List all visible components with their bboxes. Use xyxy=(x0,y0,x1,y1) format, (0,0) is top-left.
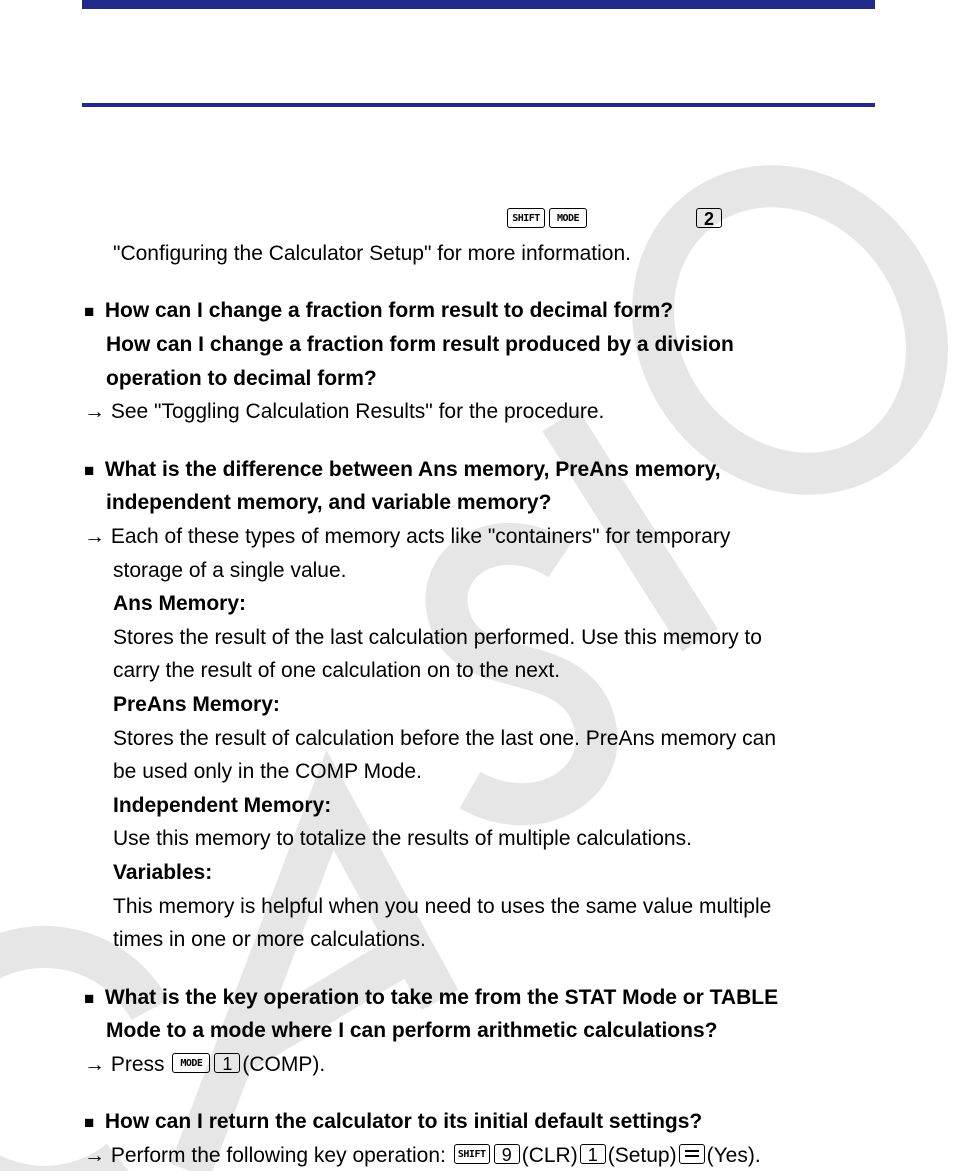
bullet-square-icon: ■ xyxy=(84,302,95,321)
setup-key-sequence xyxy=(505,207,589,233)
equals-key-icon xyxy=(679,1144,705,1164)
header-bottom-rule xyxy=(82,103,875,107)
header-top-rule xyxy=(82,0,875,9)
arrow-right-icon: → xyxy=(84,1053,105,1076)
faq-question: ■ What is the key operation to take me from the STAT Mode or TABLE xyxy=(84,985,778,1012)
faq-answer: → See "Toggling Calculation Results" for the procedure. xyxy=(84,400,605,423)
arrow-right-icon: → xyxy=(84,400,105,423)
bullet-square-icon: ■ xyxy=(84,1113,95,1132)
mode-key-icon: MODE xyxy=(549,208,587,228)
nine-key-icon: 9 xyxy=(494,1144,520,1164)
arrow-right-icon: → xyxy=(84,525,105,548)
ans-memory-heading: Ans Memory: xyxy=(113,592,247,615)
shift-key-icon: SHIFT xyxy=(454,1144,490,1164)
one-key-icon: 1 xyxy=(580,1144,606,1164)
variables-heading: Variables: xyxy=(113,861,213,884)
preans-memory-heading: PreAns Memory: xyxy=(113,693,280,716)
arrow-right-icon: → xyxy=(84,1144,105,1167)
faq-answer: → Perform the following key operation: SHIFT 9 (CLR) 1 (Setup) (Yes). xyxy=(84,1144,761,1167)
shift-key-icon: SHIFT xyxy=(507,208,545,228)
faq-question: ■ How can I return the calculator to its initial default settings? xyxy=(84,1109,702,1136)
faq-question: ■ What is the difference between Ans memory, PreAns memory, xyxy=(84,457,721,484)
faq-answer: → Press MODE 1 (COMP). xyxy=(84,1053,326,1076)
two-key-icon: 2 xyxy=(696,208,722,228)
bullet-square-icon: ■ xyxy=(84,461,95,480)
faq-question: ■ How can I change a fraction form result to decimal form? xyxy=(84,298,673,325)
one-key-icon: 1 xyxy=(214,1053,240,1073)
independent-memory-heading: Independent Memory: xyxy=(113,794,332,817)
setup-reference: "Configuring the Calculator Setup" for more information. xyxy=(113,242,631,265)
bullet-square-icon: ■ xyxy=(84,989,95,1008)
mode-key-icon: MODE xyxy=(172,1053,210,1073)
faq-answer: → Each of these types of memory acts like "containers" for temporary xyxy=(84,525,731,548)
